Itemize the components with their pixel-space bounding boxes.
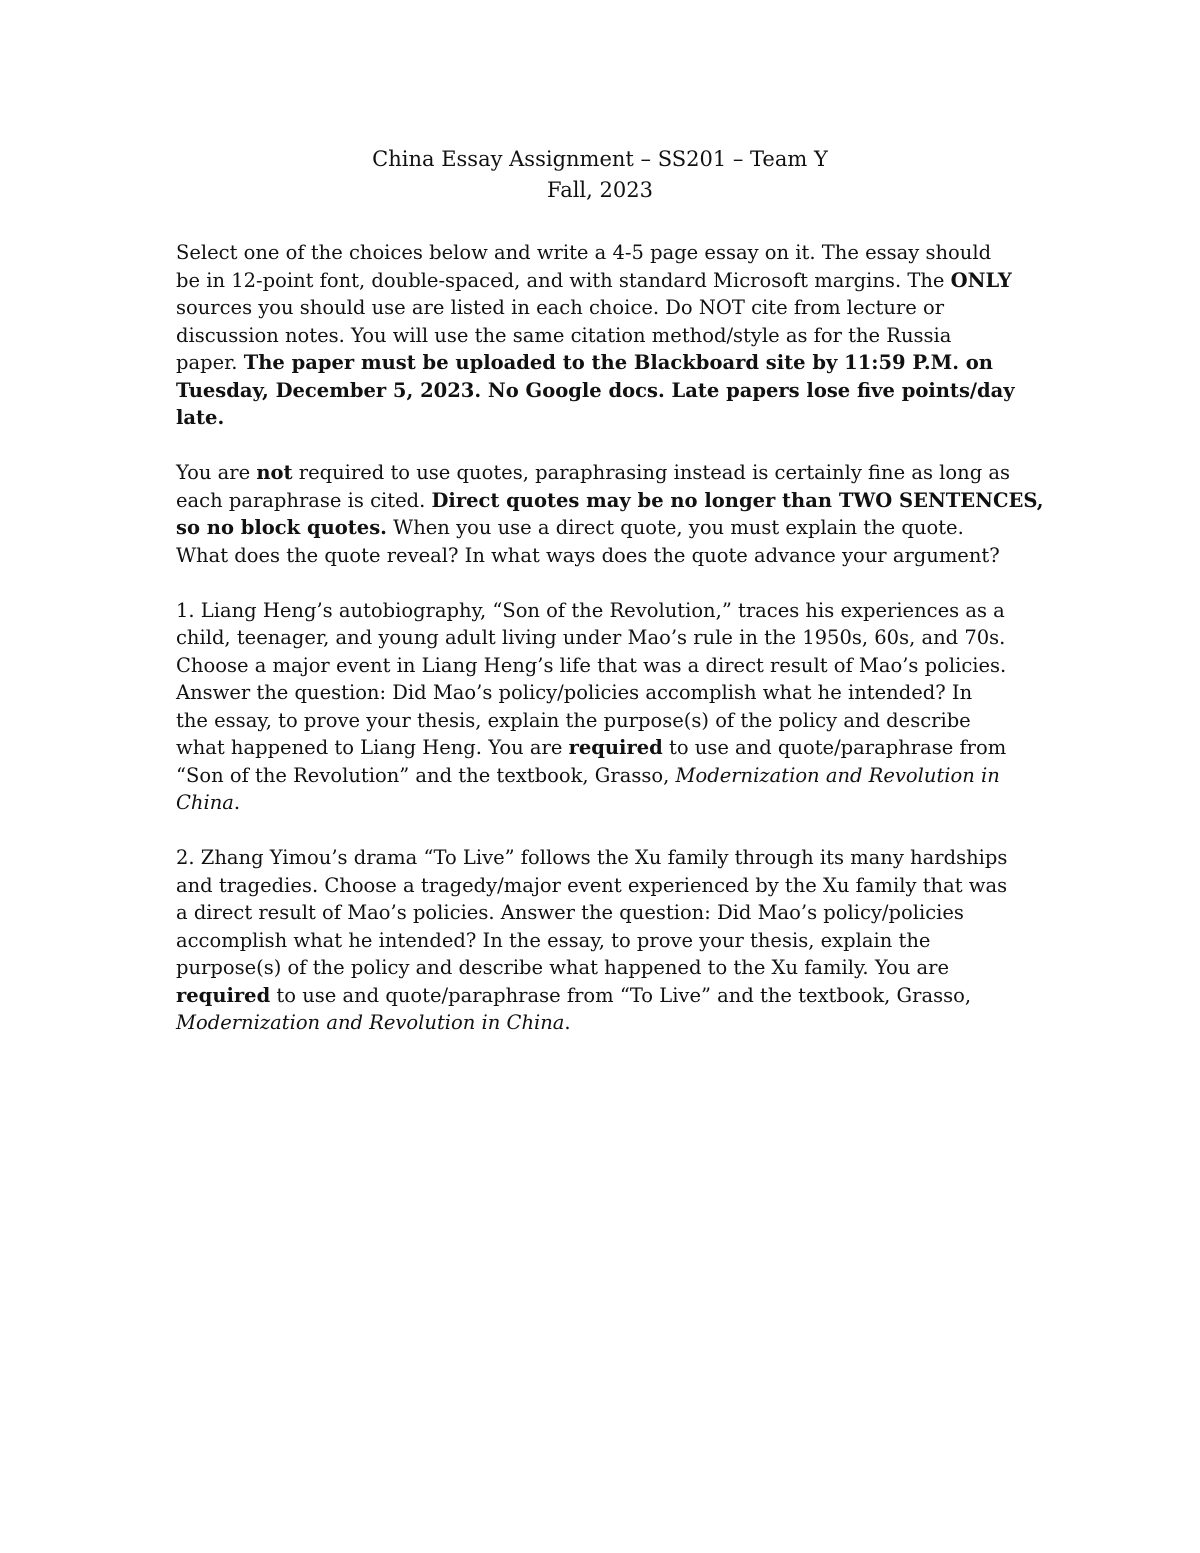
intro-paragraph bbox=[176, 239, 1036, 432]
text-run: 2. Zhang Yimou’s drama “To Live” follows the Xu family through its many hardships bbox=[176, 846, 1008, 869]
bold-text: required bbox=[568, 736, 663, 759]
bold-text: Direct quotes may be no longer than TWO SENTENCES, bbox=[431, 488, 1044, 512]
quotes-line bbox=[176, 542, 1036, 570]
text-run: a direct result of Mao’s policies. Answer the question: Did Mao’s policy/policies bbox=[176, 901, 964, 924]
text-run: paper. bbox=[176, 351, 244, 374]
choice-2-line bbox=[176, 1009, 1036, 1037]
text-run: Answer the question: Did Mao’s policy/policies accomplish what he intended? In bbox=[176, 681, 973, 704]
text-run: accomplish what he intended? In the essay, to prove your thesis, explain the bbox=[176, 928, 931, 952]
italic-text: Modernization and Revolution in bbox=[675, 763, 1000, 787]
quotes-line bbox=[176, 487, 1044, 515]
document-body bbox=[176, 239, 1044, 1064]
document-term: Fall, 2023 bbox=[547, 178, 653, 202]
text-run: to use and quote/paraphrase from “To Live” and the textbook, Grasso, bbox=[270, 983, 972, 1007]
italic-text: Modernization and Revolution in China bbox=[176, 1011, 565, 1034]
text-run: and tragedies. Choose a tragedy/major event experienced by the Xu family that was bbox=[176, 873, 1008, 897]
choice-1-line bbox=[176, 624, 1036, 652]
quotes-line bbox=[176, 459, 1036, 487]
choice-2-line bbox=[176, 982, 1036, 1010]
text-run: 1. Liang Heng’s autobiography, “Son of the Revolution,” traces his experiences as a bbox=[176, 598, 1005, 622]
intro-line bbox=[176, 239, 1036, 267]
bold-text: Tuesday, December 5, 2023. No Google docs. Late papers lose five points/day bbox=[176, 378, 1015, 402]
text-run: child, teenager, and young adult living under Mao’s rule in the 1950s, 60s, and 70s. bbox=[176, 626, 1006, 649]
text-run: to use and quote/paraphrase from bbox=[662, 736, 1007, 759]
bold-text: required bbox=[176, 983, 271, 1007]
text-run: . bbox=[564, 1011, 571, 1034]
text-run: what happened to Liang Heng. You are bbox=[176, 736, 569, 759]
bold-text: The paper must be uploaded to the Blackboard site by 11:59 P.M. on bbox=[243, 351, 993, 374]
text-run: “Son of the Revolution” and the textbook, Grasso, bbox=[176, 763, 676, 787]
quotes-line bbox=[176, 514, 1036, 542]
choice-2-line bbox=[176, 927, 1036, 955]
document-title: China Essay Assignment – SS201 – Team Y bbox=[372, 147, 828, 171]
text-run: required to use quotes, paraphrasing instead is certainly fine as long as bbox=[292, 461, 1011, 484]
choice-1-line bbox=[176, 762, 1036, 790]
intro-line bbox=[176, 267, 1036, 295]
text-run: purpose(s) of the policy and describe what happened to the Xu family. You are bbox=[176, 956, 949, 979]
text-run: What does the quote reveal? In what ways does the quote advance your argument? bbox=[176, 543, 1000, 567]
bold-text: not bbox=[256, 461, 293, 484]
choice-2-line bbox=[176, 899, 1036, 927]
intro-line bbox=[176, 377, 1036, 405]
choice-2-line bbox=[176, 954, 1036, 982]
intro-line bbox=[176, 294, 1036, 322]
text-run: Choose a major event in Liang Heng’s life that was a direct result of Mao’s policies. bbox=[176, 653, 1007, 677]
bold-text: so no block quotes. bbox=[176, 516, 387, 539]
document-header bbox=[0, 144, 1200, 206]
text-run: When you use a direct quote, you must explain the quote. bbox=[386, 516, 964, 539]
text-run: You are bbox=[176, 461, 257, 484]
bold-text: late. bbox=[176, 406, 225, 429]
text-run: discussion notes. You will use the same citation method/style as for the Russia bbox=[176, 323, 952, 347]
text-run: be in 12-point font, double-spaced, and with standard Microsoft margins. The bbox=[176, 268, 951, 292]
choice-2-paragraph bbox=[176, 844, 1036, 1037]
choice-1-paragraph bbox=[176, 597, 1036, 817]
bold-text: ONLY bbox=[950, 268, 1012, 292]
choice-2-line bbox=[176, 844, 1036, 872]
choice-1-line bbox=[176, 707, 1036, 735]
text-run: sources you should use are listed in each choice. Do NOT cite from lecture or bbox=[176, 296, 945, 319]
choice-1-line bbox=[176, 789, 1036, 817]
intro-line bbox=[176, 349, 1036, 377]
italic-text: China bbox=[176, 791, 234, 814]
quotes-paragraph bbox=[176, 459, 1044, 569]
choice-2-line bbox=[176, 872, 1036, 900]
choice-1-line bbox=[176, 679, 1036, 707]
choice-1-line bbox=[176, 597, 1036, 625]
text-run: . bbox=[233, 791, 241, 814]
choice-1-line bbox=[176, 652, 1036, 680]
intro-line bbox=[176, 322, 1036, 350]
text-run: the essay, to prove your thesis, explain the purpose(s) of the policy and describe bbox=[176, 708, 971, 732]
text-run: Select one of the choices below and write a 4-5 page essay on it. The essay should bbox=[176, 241, 992, 264]
choice-1-line bbox=[176, 734, 1036, 762]
text-run: each paraphrase is cited. bbox=[176, 488, 432, 512]
intro-line bbox=[176, 404, 1036, 432]
